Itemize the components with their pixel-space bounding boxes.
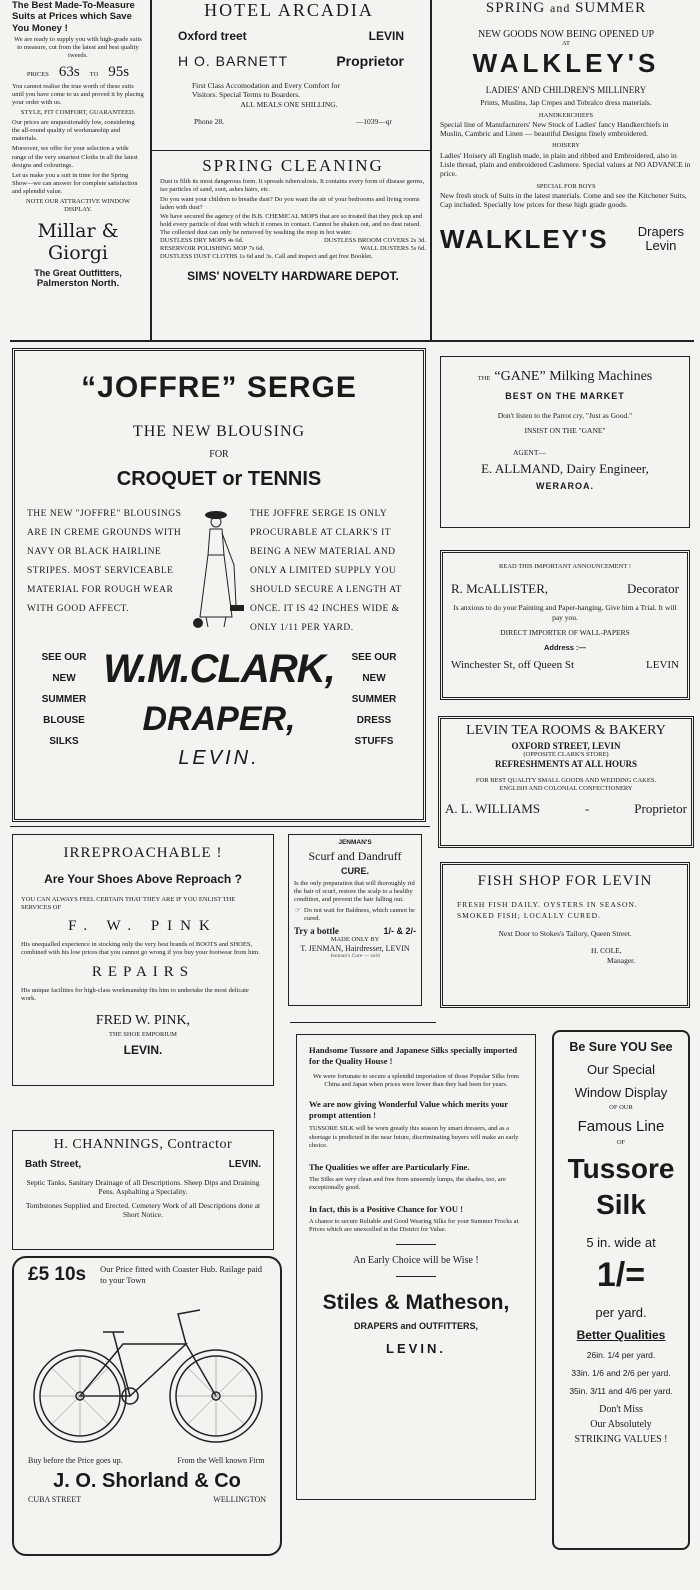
walkley-footer-town: Levin (645, 238, 677, 253)
clark-lside-0: SEE OUR (41, 652, 87, 663)
clark-rside-0: SEE OUR (351, 652, 397, 663)
arcadia-town: LEVIN (368, 29, 404, 43)
chan-addr (25, 1159, 261, 1170)
walkley-title-b: SUMMER (575, 0, 647, 16)
clark-sub2b: TENNIS (247, 468, 322, 490)
sc-r3: DUSTLESS DUST CLOTHS 1s 6d and 3s. Call and inspect and get free Booklet. (160, 253, 373, 261)
millar-prices-label: PRICES (26, 70, 49, 78)
clark-sub2 (27, 468, 411, 491)
arcadia-l1: First Class Accomodation and Every Comfort for (192, 81, 340, 90)
divider (396, 1276, 436, 1277)
tus-l2: Our Special (587, 1062, 655, 1077)
jenman-foot: Jenman's Cure — sold (330, 952, 380, 959)
channings-ad (12, 1130, 274, 1250)
clark-rside-1: NEW (362, 673, 386, 684)
tea-title: LEVIN TEA ROOMS & BAKERY (466, 723, 666, 738)
st-h4: In fact, this is a Positive Chance for YOU ! (309, 1204, 463, 1215)
millar-p1: We are ready to supply you with high-grade suits to measure, cut from the latest and best quality tweeds. (14, 36, 142, 60)
sc-r2a: RESERVOIR POLISHING MOP 7s 6d. (160, 245, 265, 252)
tus-l1: Be Sure YOU See (569, 1040, 673, 1054)
jenman-name: T. JENMAN, Hairdresser, LEVIN (300, 943, 410, 953)
millar-p6: Let us make you a suit in time for the Spring Show—we can answer for complete satisfaction and splendid value. (12, 171, 138, 196)
gane-l1: Don't listen to the Parrot cry, "Just as Good." (497, 411, 633, 420)
jenman-h: JENMAN'S (338, 839, 372, 846)
sc-r1a: DUSTLESS DRY MOPS 4s 6d. (160, 236, 244, 244)
fish-l2: Next Door to Stokes's Tailory, Queen Street. (498, 929, 632, 938)
arcadia-role: Proprietor (336, 53, 404, 69)
jenman-made: MADE ONLY BY (330, 935, 380, 943)
chan-p2: Tombstones Supplied and Erected. Cemetery Work of all Descriptions done at Short Notice. (25, 1200, 261, 1220)
tus-better: Better Qualities (576, 1328, 666, 1343)
shorland-ad (12, 1256, 282, 1556)
walkley-h3: SPECIAL FOR BOYS (536, 182, 596, 190)
millar-p3: STYLE, FIT COMFORT, GUARANTEED. (20, 108, 136, 116)
chan-title: H. CHANNINGS, Contractor (53, 1137, 233, 1152)
tus-width: 5 in. wide at (586, 1235, 656, 1251)
jenman-try-row (294, 926, 416, 936)
croquet-player-icon (186, 505, 250, 635)
pink-q: Are Your Shoes Above Reproach ? (44, 872, 242, 886)
sc-p2: Do you want your children to breathe dust? Do you want the air of your bedrooms and living rooms laden with dust? (160, 196, 420, 212)
shor-p2a: Buy before the Price goes up. (28, 1456, 123, 1465)
arcadia-phone: Phone 28. (194, 117, 224, 127)
millar-price-from: 63s (58, 63, 80, 80)
tus-l3: Window Display (574, 1085, 668, 1100)
arcadia-owner: H O. BARNETT (178, 53, 289, 69)
column-rule (150, 0, 152, 340)
bicycle-icon (28, 1292, 268, 1452)
walkley-title-and: and (550, 1, 571, 15)
millar-p5: Moreover, we offer for your selection a wide range of the very smartest Cloths in all the latest designs and colourings. (12, 145, 138, 169)
walkley-l1: NEW GOODS NOW BEING OPENED UP (477, 29, 654, 40)
millar-title: The Best Made-To-Measure Suits at Prices which Save You Money ! (12, 0, 135, 34)
jenman-t1: Scurf and Dandruff (308, 849, 402, 864)
tus-per: per yard. (595, 1305, 647, 1321)
clark-bottom (27, 647, 411, 770)
clark-body (27, 505, 411, 635)
tus-m3: STRIKING VALUES ! (574, 1434, 668, 1446)
shor-name: J. O. Shorland & Co (53, 1470, 241, 1492)
hotel-arcadia-ad (160, 0, 418, 148)
millar-tag1: The Great Outfitters, (34, 268, 122, 279)
clark-sub1: THE NEW BLOUSING (132, 423, 306, 440)
arcadia-street: Oxford treet (178, 29, 247, 43)
walkley-footer-role: Drapers (637, 223, 684, 239)
gane-title-a: THE (477, 375, 491, 382)
st-h2: We are now giving Wonderful Value which merits your prompt attention ! (309, 1099, 508, 1121)
sc-r2b: WALL DUSTERS 5s 6d. (360, 245, 426, 252)
clark-rside-4: STUFFS (354, 736, 394, 747)
millar-price-to-word: TO (89, 70, 99, 78)
millar-tag2: Palmerston North. (36, 278, 120, 290)
st-p4: A chance to secure Reliable and Good Wearing Silks for your Summer Frocks at Prices which are unexcelled in the District for Value. (309, 1218, 519, 1234)
column-rule (430, 0, 432, 340)
gane-l2: INSIST ON THE "GANE" (524, 426, 606, 436)
arcadia-l2: Visitors. Special Terms to Boarders. (192, 90, 301, 100)
shor-addr (28, 1495, 266, 1505)
fish-l1: FRESH FISH DAILY. OYSTERS IN SEASON. SMOKED FISH; LOCALLY CURED. (457, 900, 638, 920)
walkley-name: WALKLEY'S (472, 48, 660, 79)
fish-title: FISH SHOP FOR LEVIN (477, 873, 653, 889)
jenman-ad (288, 834, 422, 1006)
tea-l3: REFRESHMENTS AT ALL HOURS (495, 759, 637, 770)
shor-p1: Our Price fitted with Coaster Hub. Railage paid to your Town (100, 1264, 263, 1285)
st-h1: Handsome Tussore and Japanese Silks specially imported for the Quality House ! (309, 1045, 518, 1067)
arcadia-address (178, 29, 404, 43)
jenman-p2: Do not wait for Baldness, which cannot be cured. (304, 906, 415, 922)
jenman-p2-row (294, 907, 416, 923)
woman-illustration (186, 505, 250, 635)
walkley-sub: LADIES' AND CHILDREN'S MILLINERY (485, 85, 647, 96)
st-p1: We were fortunate to secure a splendid importation of those Popular Silks from China and Japan when prices were lower than they had been for years. (313, 1073, 519, 1089)
mc-addr-label: Address :— (543, 643, 587, 653)
tus-q3: 35in. 3/11 and 4/6 per yard. (569, 1386, 673, 1397)
mc-addr: Winchester St, off Queen St (451, 658, 575, 671)
clark-lside-3: BLOUSE (43, 715, 85, 726)
clark-sub2a: CROQUET (116, 468, 217, 490)
arcadia-l3: ALL MEALS ONE SHILLING. (240, 99, 338, 109)
fish-shop-ad (440, 862, 690, 1008)
tussore-ad (552, 1030, 690, 1550)
millar-p7: NOTE OUR ATTRACTIVE WINDOW DISPLAY. (25, 198, 131, 214)
jenman-t2: CURE. (340, 866, 369, 877)
pink-p1: His unequalled experience in stocking only the very best brands of BOOTS and SHOES, combined with his low prices that you cannot go wrong if you buy your footwear from him. (21, 941, 260, 957)
shor-p2 (28, 1456, 266, 1466)
st-sub: DRAPERS and OUTFITTERS, (353, 1321, 478, 1332)
shor-p2b: From the Well known Firm (177, 1456, 265, 1465)
clark-name: W.M.CLARK, (103, 647, 335, 691)
sc-p1: Dust is filth its most dangerous form. It spreads tuberculosis. It contains every form of disease germs, iso particles of sand, soot, ashes hairs, etc. (160, 178, 425, 194)
shor-street: CUBA STREET (28, 1495, 82, 1504)
gane-town: WERAROA. (536, 481, 594, 492)
st-p3: The Silks are very clean and free from unseemly lumps, the shades, too, are exceptionally good. (309, 1175, 506, 1191)
gane-title-b: “GANE” Milking Machines (494, 369, 653, 384)
gane-title (447, 367, 683, 385)
tea-name: A. L. WILLIAMS (445, 801, 541, 817)
fish-name: H. COLE, (591, 946, 622, 956)
millar-giorgi-ad (12, 0, 144, 336)
walkley-footer-role-block (638, 225, 684, 254)
mc-addr-row (451, 659, 679, 671)
pink-title: IRREPROACHABLE ! (63, 845, 223, 861)
divider (290, 1022, 436, 1023)
tus-l6: OF (616, 1139, 626, 1147)
millar-prices (12, 63, 144, 81)
tus-price: 1/= (596, 1256, 646, 1295)
pink-rep: REPAIRS (91, 963, 195, 980)
chan-town: LEVIN. (228, 1159, 261, 1170)
mc-name: R. McALLISTER, (451, 581, 549, 597)
clark-center (101, 647, 337, 770)
clark-lside-4: SILKS (49, 736, 79, 747)
clark-for: FOR (209, 449, 229, 460)
tus-q2: 33in. 1/6 and 2/6 per yard. (571, 1368, 671, 1379)
clark-right: THE JOFFRE SERGE IS ONLY PROCURABLE AT CLARK'S IT BEING A NEW MATERIAL AND ONLY A LIMITED SUPPLY YOU SHOULD SECURE A LENGTH AT ONCE. IT IS 42 INCHES WIDE & ONLY 1/11 PER YARD. (250, 509, 402, 633)
mc-role: Decorator (627, 581, 679, 597)
st-p2: TUSSORE SILK will be worn greatly this season by smart dressers, and as a shortage is predicted in the near future, discriminating buyers will make an early choice. (309, 1125, 519, 1149)
arcadia-ref: —1039—qr (355, 117, 392, 127)
walkley-p1: Special line of Manufacturers' New Stock of Ladies' fancy Handkerchiefs in Muslin, Cambric and Linen — beautiful Designs finely embroidered. (440, 119, 669, 138)
gane-sub: BEST ON THE MARKET (505, 391, 625, 401)
walkley-h1: HANDKERCHIEFS (538, 111, 594, 119)
tus-l5: Famous Line (577, 1118, 665, 1136)
walkley-title (440, 0, 692, 17)
millar-p2: You cannot realise the true worth of these suits until you have come to us and proved it by placing your order with us. (12, 82, 144, 106)
clark-rside (337, 647, 411, 752)
chan-p1: Septic Tanks, Sanitary Drainage of all Descriptions. Sheep Dips and Draining Pens. Asphalting a Speciality. (26, 1178, 260, 1197)
sc-row1 (160, 237, 426, 245)
clark-left: THE NEW "JOFFRE" BLOUSINGS ARE IN CREME GROUNDS WITH NAVY OR BLACK HAIRLINE STRIPES. MOST SERVICEABLE MATERIAL FOR ROUGH WEAR WITH GOOD AFFECT. (27, 509, 182, 614)
st-early: An Early Choice will be Wise ! (353, 1255, 479, 1267)
stiles-ad (296, 1034, 536, 1500)
arcadia-title: HOTEL ARCADIA (204, 0, 374, 20)
shor-price: £5 10s (28, 1264, 87, 1285)
st-h3: The Qualities we offer are Particularly Fine. (309, 1161, 470, 1172)
tea-l4: FOR BEST QUALITY SMALL GOODS AND WEDDING CAKES. ENGLISH AND COLONIAL CONFECTIONERY (475, 777, 657, 793)
mc-town: LEVIN (646, 658, 679, 671)
arcadia-owner-row (178, 53, 404, 69)
clark-sub2or: or (222, 468, 243, 490)
walkleys-ad (440, 0, 692, 340)
clark-ad (12, 348, 426, 822)
divider (396, 1244, 436, 1245)
clark-rside-2: SUMMER (351, 694, 397, 705)
tea-l1: OXFORD STREET, LEVIN (511, 741, 621, 751)
tus-l4: OF OUR (609, 1104, 633, 1111)
chan-street: Bath Street, (25, 1159, 82, 1170)
tus-big2: Silk (596, 1189, 646, 1221)
divider (152, 150, 430, 151)
tus-q1: 26in. 1/4 per yard. (586, 1350, 656, 1361)
walkley-footer (440, 224, 692, 255)
millar-name: Millar & Giorgi (37, 220, 119, 265)
walkley-title-a: SPRING (485, 0, 546, 16)
pink-emp: THE SHOE EMPORIUM (109, 1030, 177, 1038)
clark-rside-3: DRESS (356, 715, 392, 726)
st-name: Stiles & Matheson, (322, 1291, 510, 1315)
pink-l1: YOU CAN ALWAYS FEEL CERTAIN THAT THEY ARE IF YOU ENLIST THE SERVICES OF (21, 896, 236, 912)
tus-m1: Don't Miss (599, 1404, 643, 1416)
walkley-p3: New fresh stock of Suits in the latest materials. Come and see the Kitchener Suits, Cap included. Specially low prices for these high grade goods. (440, 190, 687, 210)
gane-ad (440, 356, 690, 528)
tea-dash: - (585, 801, 590, 817)
clark-lside-2: SUMMER (41, 694, 87, 705)
clark-title: “JOFFRE” SERGE (81, 371, 357, 404)
sc-p4: The collected dust can only be removed by washing the mop in hot water. (160, 228, 352, 236)
sc-r1b: DUSTLESS BROOM COVERS 2s 3d. (323, 236, 426, 244)
millar-p4: Our prices are unquestionably low, considering the all-round quality of workmanship and materials. (12, 119, 135, 143)
clark-lside (27, 647, 101, 752)
tea-l2: (OPPOSITE CLARK'S STORE) (523, 751, 609, 758)
mc-l1: READ THIS IMPORTANT ANNOUNCEMENT ! (499, 563, 631, 570)
divider (10, 826, 430, 827)
pink-p2: His unique facilities for high-class workmanship fits him to undertake the most delicate work. (21, 986, 249, 1002)
walkley-footer-name: WALKLEY'S (440, 223, 609, 254)
mc-l2: Is anxious to do your Painting and Paper-hanging. Give him a Trial. It will pay you. (453, 603, 677, 622)
walkley-at: AT (562, 40, 570, 47)
walkley-h2: HOISERY (552, 142, 580, 150)
millar-price-to: 95s (108, 63, 130, 80)
sc-row2 (160, 245, 426, 253)
shor-city: WELLINGTON (213, 1495, 266, 1504)
pink-town: LEVIN. (123, 1042, 163, 1057)
st-town: LEVIN. (386, 1341, 446, 1357)
gane-agent: AGENT— (513, 447, 546, 457)
mc-name-row (451, 581, 679, 597)
divider (10, 340, 694, 342)
clark-town: LEVIN. (178, 747, 260, 769)
sc-p3: We have secured the agency of the B.B. CHEMICAL MOPS that are so treated that they pick up and hold every particle of dust with which it comes in contact. Cannot be shaken out, and no dust raised. (160, 212, 423, 228)
clark-role: DRAPER, (142, 700, 296, 738)
tea-role: Proprietor (634, 801, 687, 817)
mcallister-ad (440, 550, 690, 700)
tus-big1: Tussore (567, 1153, 675, 1185)
tea-name-row (445, 801, 687, 817)
arcadia-footer (194, 117, 392, 126)
shor-top (28, 1264, 266, 1286)
gane-name: E. ALLMAND, Dairy Engineer, (481, 461, 649, 477)
jenman-p1: Is the only preparation that will thoroughly rid the hair of scurf, restore the scalp to a healthy condition, and prevent the hair falling out. (294, 880, 415, 904)
spring-cleaning-ad (160, 156, 426, 338)
tearooms-ad (438, 716, 694, 848)
fish-role: Manager. (607, 955, 636, 965)
pink-ad (12, 834, 274, 1086)
walkley-p2: Ladies' Hoisery all English made, in plain and ribbed and Embroidered, also in Lisle thread, plain and embroidered Cashmere. Special values at NO ADVANCE in price. (440, 150, 691, 179)
pink-name: F. W. PINK (68, 918, 218, 935)
pink-sig: FRED W. PINK, (95, 1012, 191, 1028)
jenman-try: Try a bottle (294, 925, 339, 936)
clark-lside-1: NEW (52, 673, 76, 684)
spring-cleaning-title: SPRING CLEANING (202, 156, 384, 175)
walkley-l2: Prints, Muslins, Jap Crepes and Tobralco dress materials. (480, 98, 652, 108)
jenman-price: 1/- & 2/- (383, 925, 416, 936)
mc-l3: DIRECT IMPORTER OF WALL-PAPERS (500, 627, 630, 637)
tus-m2: Our Absolutely (590, 1419, 652, 1431)
sc-footer: SIMS' NOVELTY HARDWARE DEPOT. (187, 269, 399, 284)
pointing-hand-icon: ☞ (295, 906, 301, 914)
